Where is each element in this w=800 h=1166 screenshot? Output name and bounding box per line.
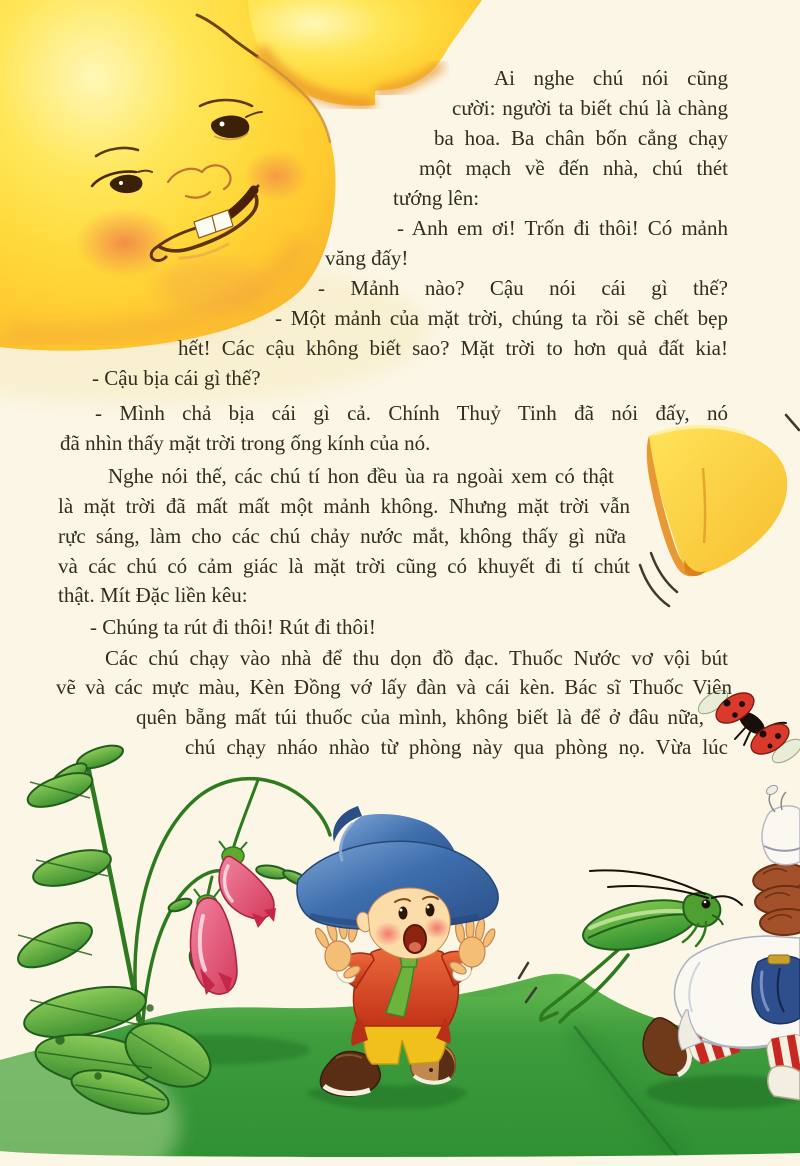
- story-text-line: Các chú chạy vào nhà để thu dọn đồ đạc. Thuốc Nước vơ vội bút: [105, 646, 728, 670]
- boy-eye-left: [399, 907, 408, 920]
- hat-tassel: [765, 784, 779, 797]
- story-text-line: rực sáng, làm cho các chú chảy nước mắt, không thấy gì nữa: [58, 524, 626, 548]
- story-text-line: quên bẵng mất túi thuốc của mình, không biết là để ở đâu nữa,: [136, 705, 704, 729]
- boy-hand-right: [448, 916, 497, 976]
- story-text-line: Ai nghe chú nói cũng: [494, 66, 728, 90]
- story-text-line: - Mình chả bịa cái gì cả. Chính Thuỷ Tinh đã nói đấy, nó: [95, 401, 728, 425]
- sun-chin-shade: [155, 260, 265, 310]
- runner-hair: [751, 860, 800, 936]
- story-text-line: và các chú có cảm giác là mặt trời cũng có khuyết đi tí chút: [58, 554, 630, 578]
- runner-shoe-front: [768, 1066, 800, 1100]
- story-text-line: - Chúng ta rút đi thôi! Rút đi thôi!: [90, 615, 376, 639]
- story-text-line: vẽ và các mực màu, Kèn Đồng vớ lấy đàn và cái kèn. Bác sĩ Thuốc Viên: [56, 675, 732, 699]
- runner-bag: [752, 955, 800, 1024]
- ladybug: [694, 686, 800, 768]
- boy-eye-right: [426, 904, 435, 917]
- story-text-line: - Cậu bịa cái gì thế?: [92, 366, 261, 390]
- story-text-line: thật. Mít Đặc liền kêu:: [58, 583, 248, 607]
- story-text-line: cười: người ta biết chú là chàng: [452, 96, 728, 120]
- story-text-line: một mạch về đến nhà, chú thét: [419, 156, 728, 180]
- story-text-line: là mặt trời đã mất mất một mảnh không. Nhưng mặt trời vẫn: [58, 494, 630, 518]
- story-text-line: văng đấy!: [325, 246, 409, 270]
- boy-tongue: [409, 942, 421, 952]
- smiling-sun: [0, 0, 482, 405]
- boy-blush-right: [424, 917, 450, 939]
- grasshopper-head: [683, 893, 723, 927]
- runner-hat: [762, 784, 800, 865]
- story-text-line: - Anh em ơi! Trốn đi thôi! Có mảnh: [397, 216, 728, 240]
- fleeing-character: [643, 784, 800, 1100]
- sun-fragment-wedge: [647, 427, 788, 577]
- story-text-line: - Một mảnh của mặt trời, chúng ta rồi sẽ chết bẹp: [275, 306, 728, 330]
- story-text-line: chú chạy nháo nhào từ phòng này qua phòng nọ. Vừa lúc: [185, 735, 728, 759]
- story-text-line: - Mảnh nào? Cậu nói cái gì thế?: [318, 276, 728, 300]
- boy-blush-left: [374, 922, 402, 946]
- story-text-line: tướng lên:: [393, 186, 480, 210]
- story-text-line: ba hoa. Ba chân bốn cẳng chạy: [434, 126, 728, 150]
- bell-flower-upper: [219, 841, 276, 928]
- story-text-line: đã nhìn thấy mặt trời trong ống kính của nó.: [60, 431, 431, 455]
- story-text-line: Nghe nói thế, các chú tí hon đều ùa ra ngoài xem có thật: [108, 464, 614, 488]
- story-text-line: hết! Các cậu không biết sao? Mặt trời to hơn quả đất kia!: [178, 336, 728, 360]
